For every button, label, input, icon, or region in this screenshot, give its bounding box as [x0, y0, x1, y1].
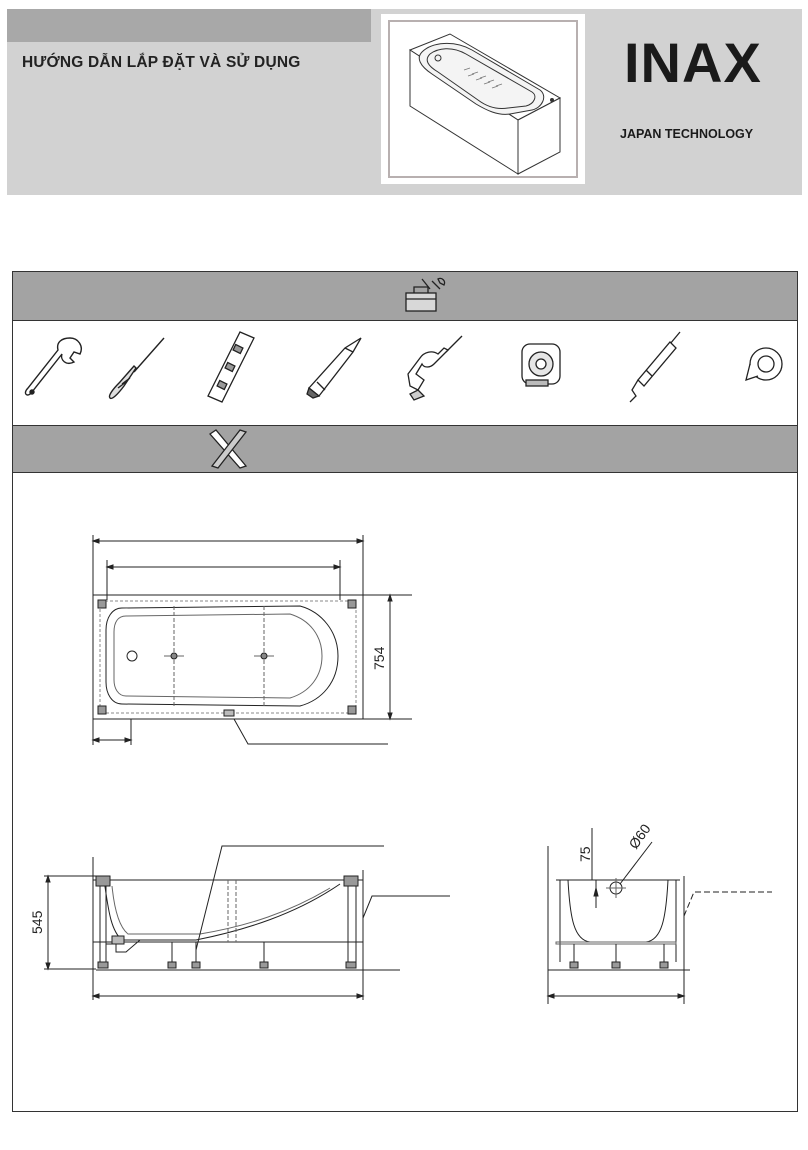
dim-545: 545	[29, 910, 45, 934]
brand-logo: INAX	[624, 31, 762, 94]
dim-754: 754	[371, 646, 387, 670]
dim-75: 75	[577, 846, 593, 862]
document-title: HƯỚNG DẪN LẮP ĐẶT VÀ SỬ DỤNG	[22, 54, 301, 71]
brand-tagline: JAPAN TECHNOLOGY	[620, 127, 754, 141]
dim-drain-diameter: Ø60	[625, 820, 654, 852]
